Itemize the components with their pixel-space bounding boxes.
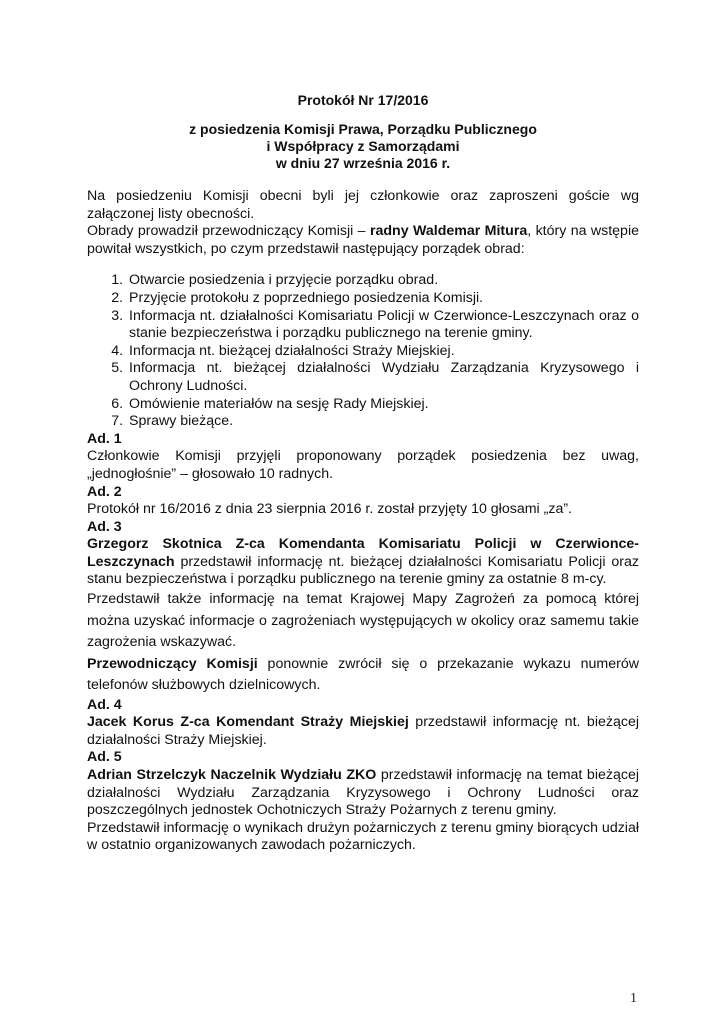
intro-paragraph-1: Na posiedzeniu Komisji obecni byli jej członkowie oraz zaproszeni goście wg załączonej listy obecności. (87, 188, 639, 222)
ad4-heading: Ad. 4 (87, 696, 122, 713)
protocol-date: w dniu 27 września 2016 r. (275, 155, 451, 171)
agenda-item: 5. Informacja nt. bieżącej działalności Wydziału Zarządzania Kryzysowego i Ochrony Ludności. (127, 360, 639, 395)
protocol-title: Protokół Nr 17/2016 (297, 92, 429, 108)
intro-text-a: Obrady prowadził przewodniczący Komisji – (87, 223, 370, 240)
agenda-item: 2. Przyjęcie protokołu z poprzedniego posiedzenia Komisji. (127, 290, 639, 308)
ad5-paragraph-1-text: przedstawił informację na temat bieżącej działalności Wydziału Zarządzania Kryzysowego i Ochrony Ludności oraz poszczególnych jednostek Ochotniczych Straży Pożarnych z terenu gminy. (87, 766, 639, 819)
ad3-paragraph-1-text: przedstawił informację nt. bieżącej działalności Komisariatu Policji oraz stanu bezpieczeństwa i porządku publicznego na terenie gminy za ostatnie 8 m-cy. (87, 553, 639, 588)
ad2-heading: Ad. 2 (87, 483, 122, 500)
ad5-paragraph-1 (87, 767, 639, 820)
ad1-heading: Ad. 1 (87, 430, 122, 447)
agenda-item: 4. Informacja nt. bieżącej działalności Straży Miejskiej. (127, 343, 639, 361)
protocol-subtitle-1: z posiedzenia Komisji Prawa, Porządku Publicznego (189, 121, 537, 137)
ad4-paragraph (87, 714, 639, 749)
document-page (87, 92, 639, 855)
chairman-name: radny Waldemar Mitura (369, 223, 528, 240)
ad3-paragraph-2: Przedstawił także informację na temat Krajowej Mapy Zagrożeń za pomocą której można uzyskać informacje o zagrożeniach występujących w okolicy oraz samemu takie zagrożenia wskazywać. (87, 591, 639, 651)
ad5-paragraph-2: Przedstawił informację o wynikach drużyn pożarniczych z terenu gminy biorących udział w ostatnio organizowanych zawodach pożarniczych. (87, 819, 639, 854)
page-number: 1 (630, 991, 637, 1006)
ad2-text: Protokół nr 16/2016 z dnia 23 sierpnia 2016 r. został przyjęty 10 głosami „za”. (87, 501, 572, 518)
ad3-paragraph-1 (87, 536, 639, 589)
agenda-item: 1. Otwarcie posiedzenia i przyjęcie porządku obrad. (127, 272, 639, 290)
agenda-list (87, 272, 639, 430)
ad4-paragraph-text: przedstawił informację nt. bieżącej działalności Straży Miejskiej. (87, 714, 639, 748)
ad4-speaker: Jacek Korus Z-ca Komendant Straży Miejskiej (87, 714, 409, 731)
ad5-speaker: Adrian Strzelczyk Naczelnik Wydziału ZKO (87, 766, 377, 783)
agenda-item: 3. Informacja nt. działalności Komisariatu Policji w Czerwionce-Leszczynach oraz o stanie bezpieczeństwa i porządku publicznego na terenie gminy. (127, 308, 639, 343)
ad3-heading: Ad. 3 (87, 518, 122, 535)
ad3-speaker: Grzegorz Skotnica Z-ca Komendanta Komisariatu Policji w Czerwionce-Leszczynach (87, 536, 639, 570)
intro-text-b: , który na wstępie powitał wszystkich, po czym przedstawił następujący porządek obrad: (87, 223, 639, 257)
ad3-paragraph-3-text: ponownie zwrócił się o przekazanie wykazu numerów telefonów służbowych dzielnicowych. (87, 655, 639, 694)
protocol-subtitle-2: i Współpracy z Samorządami (266, 138, 460, 154)
ad5-heading: Ad. 5 (87, 749, 122, 766)
ad3-chairman: Przewodniczący Komisji (87, 655, 258, 672)
agenda-item: 6. Omówienie materiałów na sesję Rady Miejskiej. (127, 396, 639, 414)
ad1-text: Członkowie Komisji przyjęli proponowany porządek posiedzenia bez uwag, „jednogłośnie” – głosowało 10 radnych. (87, 448, 639, 482)
ad3-paragraph-3 (87, 654, 639, 697)
intro-paragraph-2 (87, 223, 639, 258)
agenda-item: 7. Sprawy bieżące. (127, 413, 639, 431)
